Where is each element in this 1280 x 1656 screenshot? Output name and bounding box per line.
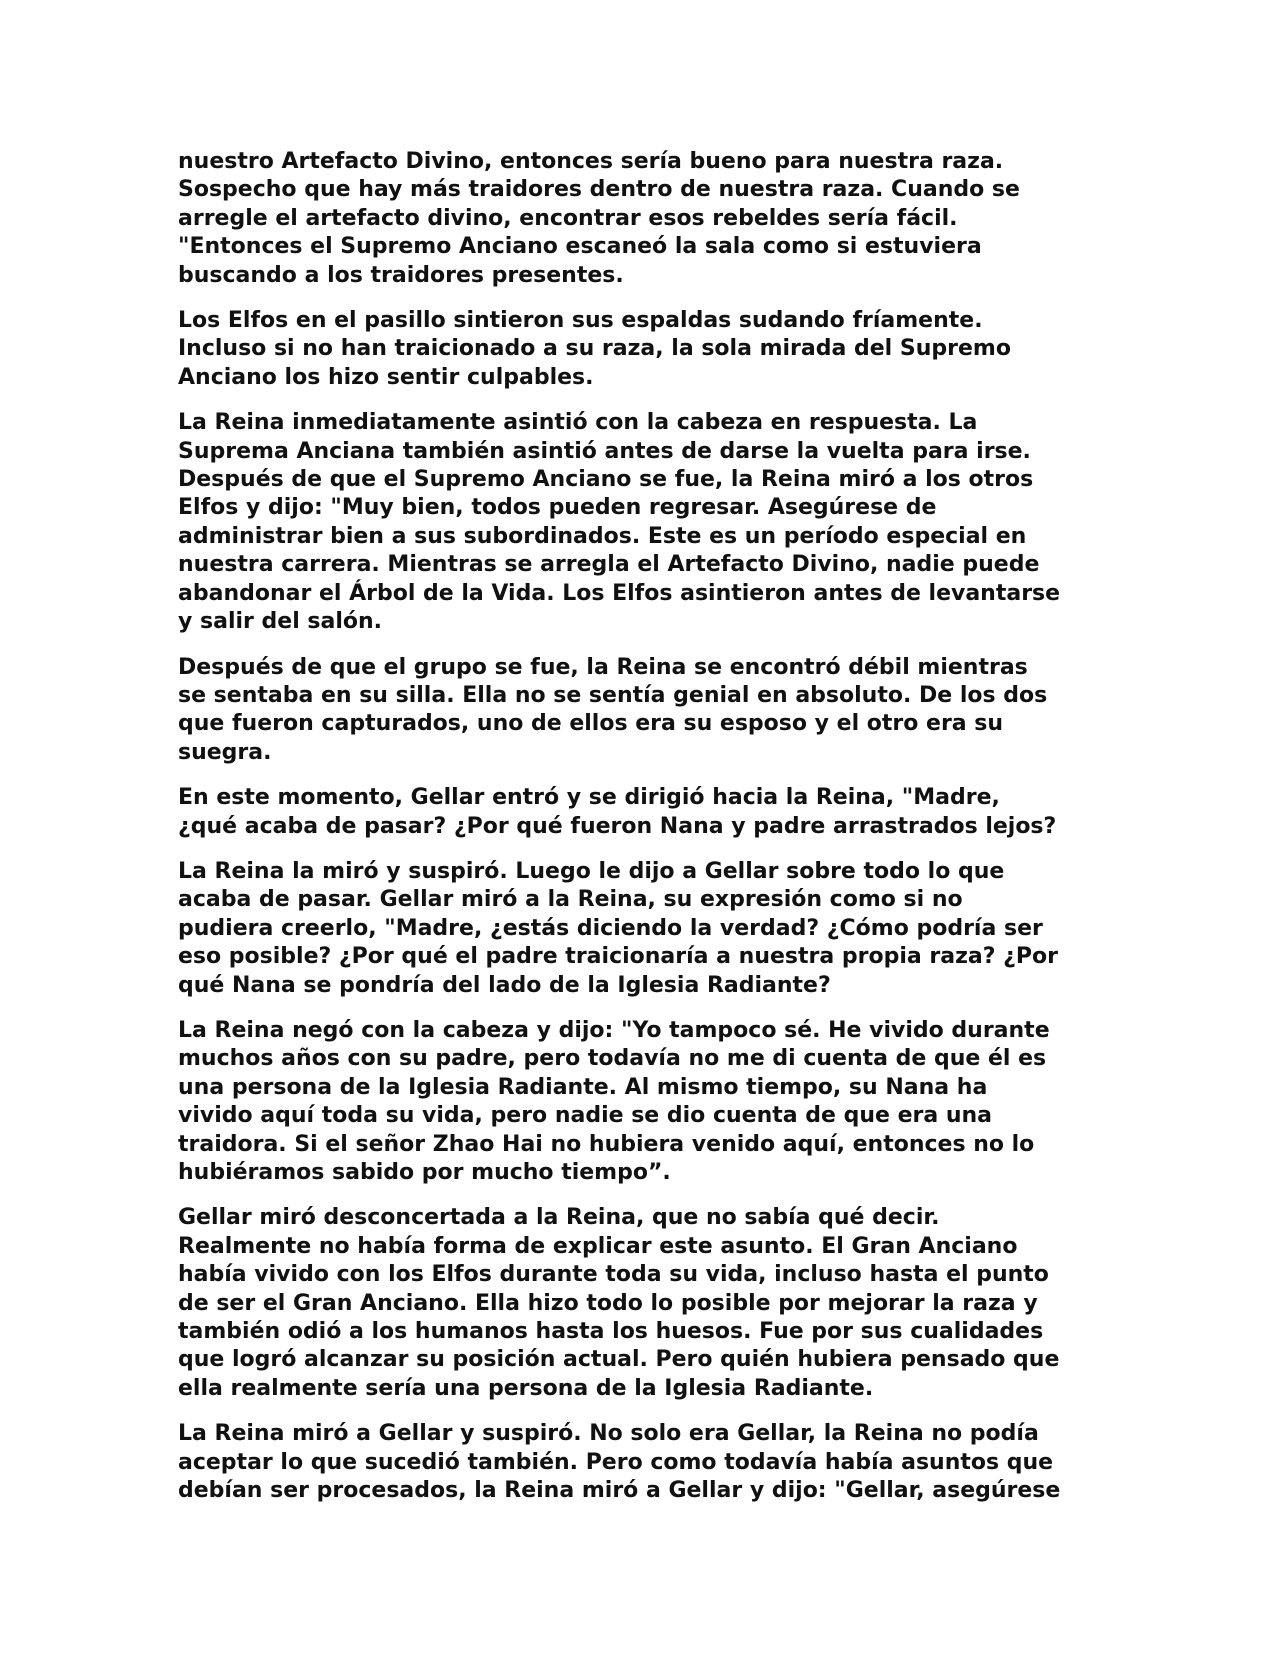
paragraph-2: Los Elfos en el pasillo sintieron sus espaldas sudando fríamente. Incluso si no han traicionado a su raza, la sola mirada del Supremo Anciano los hizo sentir culpables.	[178, 308, 1011, 390]
paragraph-7: La Reina negó con la cabeza y dijo: "Yo tampoco sé. He vivido durante muchos años con su padre, pero todavía no me di cuenta de que él es una persona de la Iglesia Radiante. Al mismo tiempo, su Nana ha vivido aquí toda su vida, pero nadie se dio cuenta de que era una traidora. Si el señor Zhao Hai no hubiera venido aquí, entonces no lo hubiéramos sabido por mucho tiempo”.	[178, 1017, 1050, 1185]
paragraph-8: Gellar miró desconcertada a la Reina, que no sabía qué decir. Realmente no había forma de explicar este asunto. El Gran Anciano había vivido con los Elfos durante toda su vida, incluso hasta el punto de ser el Gran Anciano. Ella hizo todo lo posible por mejorar la raza y también odió a los humanos hasta los huesos. Fue por sus cualidades que logró alcanzar su posición actual. Pero quién hubiera pensado que ella realmente sería una persona de la Iglesia Radiante.	[178, 1205, 1060, 1401]
paragraph-4: Después de que el grupo se fue, la Reina se encontró débil mientras se sentaba en su silla. Ella no se sentía genial en absoluto. De los dos que fueron capturados, uno de ellos era su esposo y el otro era su suegra.	[178, 654, 1048, 765]
paragraph-6: La Reina la miró y suspiró. Luego le dijo a Gellar sobre todo lo que acaba de pasar. Gellar miró a la Reina, su expresión como si no pudiera creerlo, "Madre, ¿estás diciendo la verdad? ¿Cómo podría ser eso posible? ¿Por qué el padre traicionaría a nuestra propia raza? ¿Por qué Nana se pondría del lado de la Iglesia Radiante?	[178, 858, 1058, 998]
paragraph-5: En este momento, Gellar entró y se dirigió hacia la Reina, "Madre, ¿qué acaba de pasar? ¿Por qué fueron Nana y padre arrastrados lejos?	[178, 785, 1057, 839]
document-body	[178, 148, 1108, 1522]
paragraph-9: La Reina miró a Gellar y suspiró. No solo era Gellar, la Reina no podía aceptar lo que sucedió también. Pero como todavía había asuntos que debían ser procesados, la Reina miró a Gellar y dijo: "Gellar, asegúrese	[178, 1421, 1061, 1504]
paragraph-1: nuestro Artefacto Divino, entonces sería bueno para nuestra raza. Sospecho que hay más traidores dentro de nuestra raza. Cuando se arregle el artefacto divino, encontrar esos rebeldes sería fácil. "Entonces el Supremo Anciano escaneó la sala como si estuviera buscando a los traidores presentes.	[178, 149, 1020, 288]
paragraph-3: La Reina inmediatamente asintió con la cabeza en respuesta. La Suprema Anciana también asintió antes de darse la vuelta para irse. Después de que el Supremo Anciano se fue, la Reina miró a los otros Elfos y dijo: "Muy bien, todos pueden regresar. Asegúrese de administrar bien a sus subordinados. Este es un período especial en nuestra carrera. Mientras se arregla el Artefacto Divino, nadie puede abandonar el Árbol de la Vida. Los Elfos asintieron antes de levantarse y salir del salón.	[178, 410, 1061, 635]
